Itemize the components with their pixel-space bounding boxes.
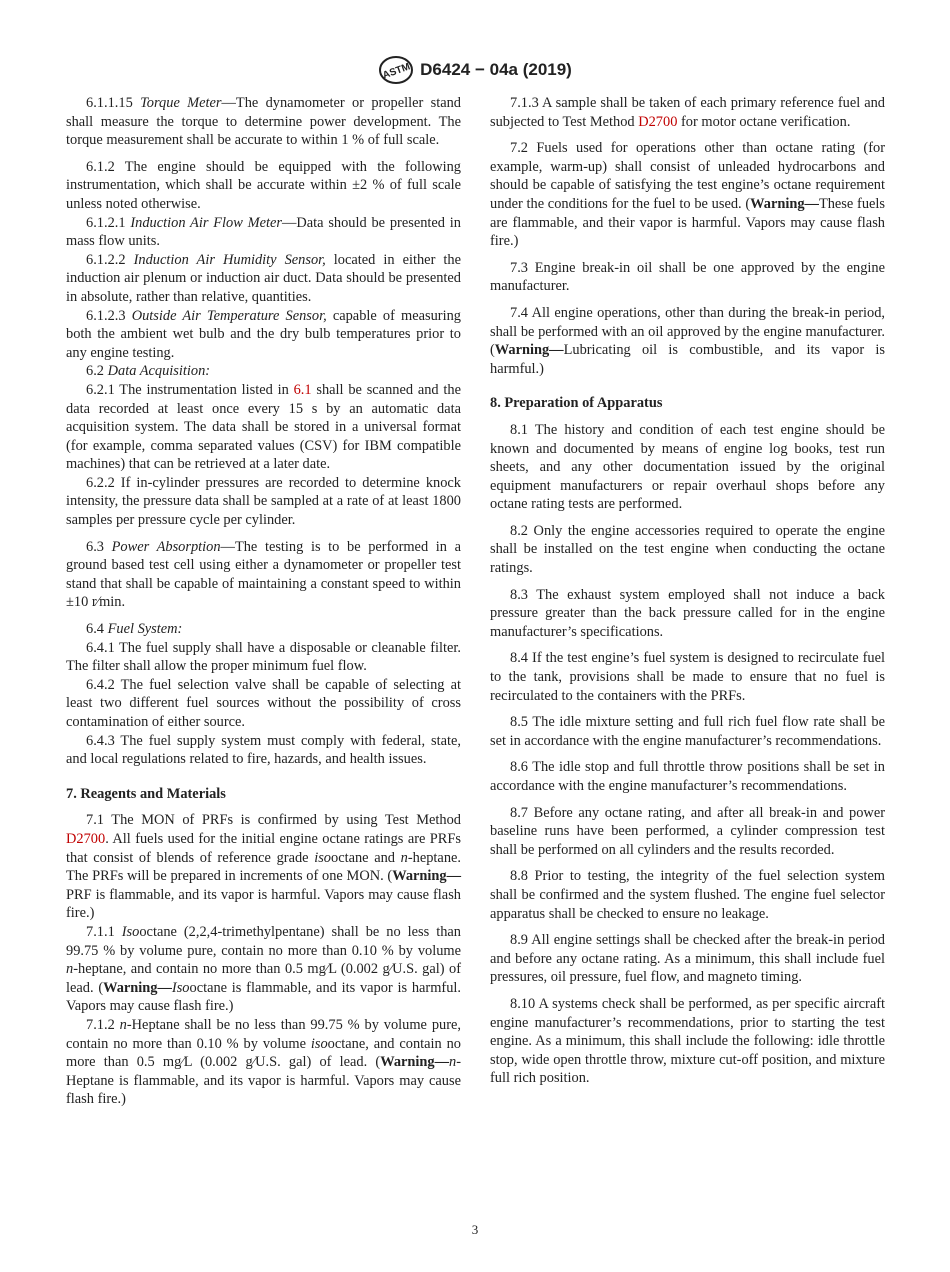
astm-logo-icon xyxy=(378,55,414,85)
left-column xyxy=(66,94,461,1109)
page-number: 3 xyxy=(471,1222,479,1237)
section-6-2-2: 6.2.2 If in-cylinder pressures are recorded to determine knock intensity, the pressure data shall be sampled at a rate of at least 1800 samples per pressure cycle per cylinder. xyxy=(66,474,461,529)
heading-reagents-materials: 7. Reagents and Materials xyxy=(66,785,226,802)
section-8-10: 8.10 A systems check shall be performed, as per specific aircraft engine manufacturer’s recommendations, prior to starting the test engine. As a minimum, this shall include the following: idle throttle stop, wide open throttle throw, mixture cut-off position, and mixture full rich position. xyxy=(490,995,885,1087)
section-8-1: 8.1 The history and condition of each test engine should be known and documented by means of engine log books, test run sheets, and any other documentation issued by the original equipment manufacturers or repair overhaul shops before any octane rating tests are performed. xyxy=(490,421,885,513)
section-7-2: 7.2 Fuels used for operations other than octane rating (for example, warm-up) shall consist of unleaded hydrocarbons and should be capable of satisfying the test engine’s octane requirement under the conditions for the fuel to be used. (Warning—These fuels are flammable, and their vapor is harmful. Vapors may cause flash fire.) xyxy=(490,140,886,250)
section-6-1-2-1: 6.1.2.1 Induction Air Flow Meter—Data should be presented in mass flow units. xyxy=(66,214,461,250)
section-6-2: 6.2 Data Acquisition: xyxy=(86,363,211,380)
section-8-7: 8.7 Before any octane rating, and after all break-in and power baseline runs have been performed, a cylinder compression test shall be performed on all cylinders and the results recorded. xyxy=(490,804,885,858)
section-7-1-1: 7.1.1 Isooctane (2,2,4-trimethylpentane) shall be no less than 99.75 % by volume pure, contain no more than 0.10 % by volume n-heptane, and contain no more than 0.5 mg⁄L (0.002 g⁄U.S. gal) of lead. (Warning—Isooctane is flammable, and its vapor is harmful. Vapors may cause flash fire.) xyxy=(66,923,461,1015)
section-6-3: 6.3 Power Absorption—The testing is to be performed in a ground based test cell using either a dynamometer or propeller test stand that shall be capable of maintaining a constant speed to within ±10 r⁄min. xyxy=(66,538,461,611)
section-8-8: 8.8 Prior to testing, the integrity of the fuel selection system shall be confirmed and the system flushed. The engine fuel selector apparatus shall be checked to ensure no leakage. xyxy=(490,868,885,922)
ref-link-d2700[interactable]: D2700 xyxy=(66,830,106,847)
document-id: D6424 − 04a (2019) xyxy=(420,60,572,79)
section-6-2-1: 6.2.1 The instrumentation listed in 6.1 shall be scanned and the data recorded at least once every 15 s by an automatic data acquisition system. The data shall be stored in a universal format (for example, comma separated values (CSV) for IBM compatible machines) that can be retrieved at a later date. xyxy=(66,381,461,473)
section-7-4: 7.4 All engine operations, other than during the break-in period, shall be performed with an oil approved by the engine manufacturer. (Warning—Lubricating oil is combustible, and its vapor is harmful.) xyxy=(490,304,885,377)
heading-preparation-apparatus: 8. Preparation of Apparatus xyxy=(490,395,663,412)
section-8-2: 8.2 Only the engine accessories required to operate the engine shall be installed on the test engine when conducting the octane ratings. xyxy=(490,522,885,577)
section-6-4-1: 6.4.1 The fuel supply shall have a disposable or cleanable filter. The filter shall allow the proper minimum fuel flow. xyxy=(66,639,461,675)
ref-link-d2700-2[interactable]: D2700 xyxy=(638,113,678,130)
section-6-4-2: 6.4.2 The fuel selection valve shall be capable of selecting at least two different fuel sources without the possibility of cross contamination of either source. xyxy=(66,676,461,730)
section-6-1-2: 6.1.2 The engine should be equipped with the following instrumentation, which shall be accurate within ±2 % of full scale unless noted otherwise. xyxy=(66,158,461,212)
section-8-6: 8.6 The idle stop and full throttle throw positions shall be set in accordance with the engine manufacturer’s recommendations. xyxy=(490,759,885,794)
section-8-3: 8.3 The exhaust system employed shall not induce a back pressure greater than the back pressure called for in the engine manufacturer’s specifications. xyxy=(490,586,885,640)
ref-link-6-1[interactable]: 6.1 xyxy=(293,381,312,398)
section-8-9: 8.9 All engine settings shall be checked after the break-in period and before any octane rating. As a minimum, this shall include fuel pressures, oil pressure, fuel flow, and magneto timing. xyxy=(490,932,885,986)
section-6-1-1-15: 6.1.1.15 Torque Meter—The dynamometer or propeller stand shall measure the torque to determine power development. The torque measurement shall be accurate to within 1 % of full scale. xyxy=(66,95,461,149)
page-header xyxy=(0,54,950,86)
section-7-1: 7.1 The MON of PRFs is confirmed by using Test Method D2700. All fuels used for the initial engine octane ratings are PRFs that consist of blends of reference grade isooctane and n-heptane. The PRFs will be prepared in increments of one MON. (Warning—PRF is flammable, and its vapor is harmful. Vapors may cause flash fire.) xyxy=(66,812,461,922)
section-7-1-3: 7.1.3 A sample shall be taken of each primary reference fuel and subjected to Test Method D2700 for motor octane verification. xyxy=(490,95,885,130)
svg-text:ASTM: ASTM xyxy=(381,61,412,82)
section-6-1-2-2: 6.1.2.2 Induction Air Humidity Sensor, located in either the induction air plenum or induction air duct. Data should be presented in absolute, rather than relative, quantities. xyxy=(66,251,461,305)
section-8-5: 8.5 The idle mixture setting and full rich fuel flow rate shall be set in accordance with the engine manufacturer’s recommendations. xyxy=(490,714,885,749)
right-column xyxy=(490,94,885,1096)
section-7-3: 7.3 Engine break-in oil shall be one approved by the engine manufacturer. xyxy=(490,259,885,295)
section-7-1-2: 7.1.2 n-Heptane shall be no less than 99.75 % by volume pure, contain no more than 0.10 % by volume isooctane, and contain no more than 0.5 mg⁄L (0.002 g⁄U.S. gal) of lead. (Warning—n-Heptane is flammable, and its vapor is harmful. Vapors may cause flash fire.) xyxy=(66,1016,461,1108)
section-8-4: 8.4 If the test engine’s fuel system is designed to recirculate fuel to the tank, provisions shall be made to ensure that no fuel is recirculated to the containers with the PRFs. xyxy=(490,650,885,704)
section-6-1-2-3: 6.1.2.3 Outside Air Temperature Sensor, capable of measuring both the ambient wet bulb and the dry bulb temperatures prior to any engine testing. xyxy=(66,307,461,361)
section-6-4: 6.4 Fuel System: xyxy=(86,621,183,638)
section-6-4-3: 6.4.3 The fuel supply system must comply with federal, state, and local regulations related to fire, hazards, and health issues. xyxy=(66,732,461,768)
